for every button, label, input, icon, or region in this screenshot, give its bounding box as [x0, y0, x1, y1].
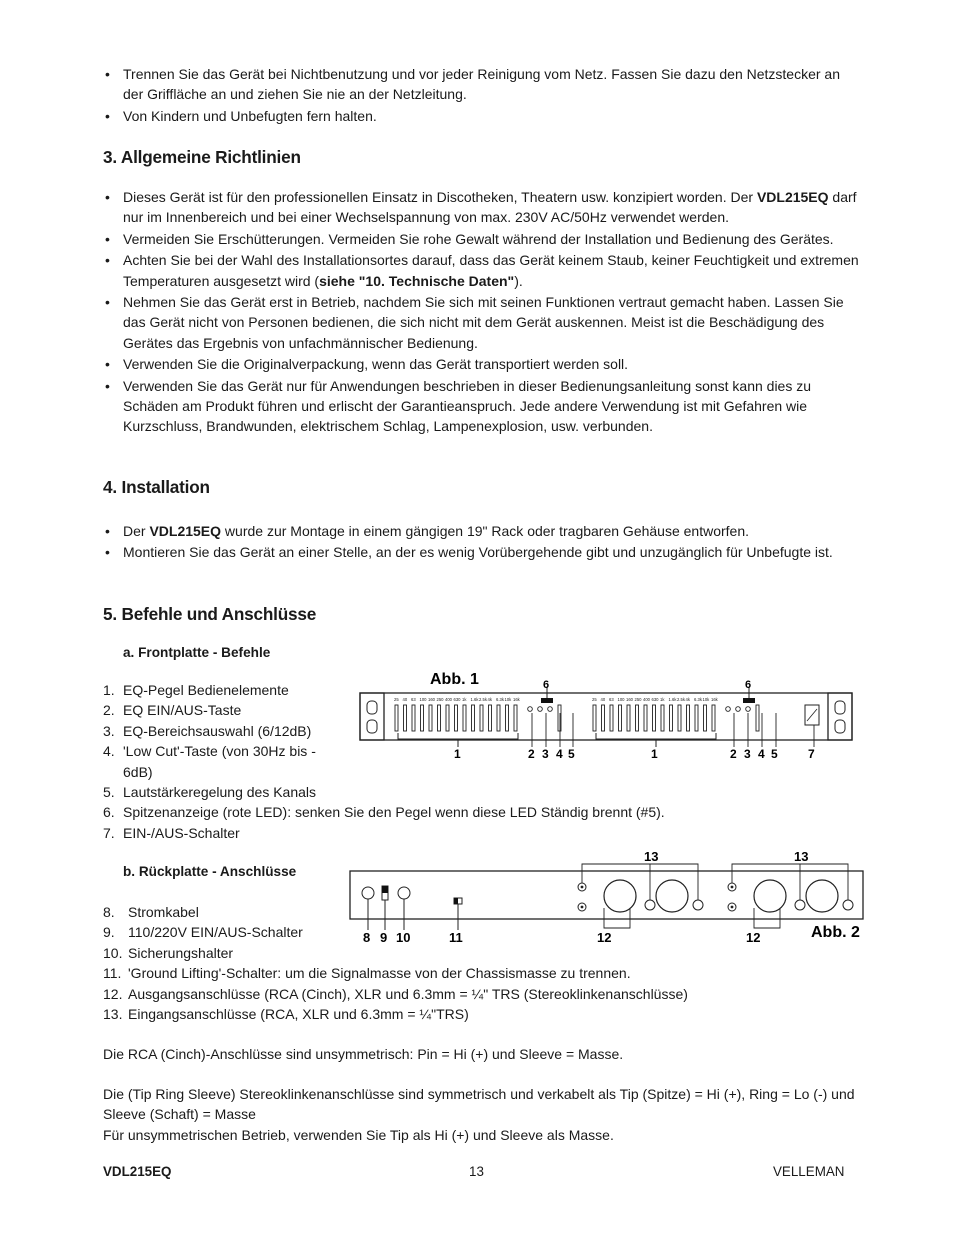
bracket-line	[398, 733, 518, 739]
callout-number: 4	[556, 747, 563, 761]
callout-number: 12	[597, 930, 612, 945]
frequency-label: 400	[445, 697, 452, 702]
callout-number: 11	[449, 930, 463, 945]
list-item: 9. 110/220V EIN/AUS-Schalter	[103, 924, 303, 941]
frequency-label: 630	[651, 697, 659, 702]
trs-jack-icon	[693, 900, 703, 910]
list-item: 10. Sicherungshalter	[103, 944, 234, 961]
eq-slider-icon	[395, 705, 398, 731]
callout-number: 4	[758, 747, 765, 761]
frequency-label: 250	[436, 697, 444, 702]
frequency-label: 2.5k	[677, 697, 685, 702]
trs-jack-icon	[645, 900, 655, 910]
rca-jack-detail	[731, 886, 734, 889]
frequency-label: 6.3k	[694, 697, 702, 702]
trs-jack-icon	[795, 900, 805, 910]
frequency-label: 16k	[711, 697, 718, 702]
eq-slider-icon	[412, 705, 415, 731]
eq-slider-icon	[514, 705, 517, 731]
frequency-label: 1k	[462, 697, 467, 702]
button-icon	[746, 707, 751, 712]
callout-number: 6	[745, 679, 752, 691]
list-item: 11. 'Ground Lifting'-Schalter: um die Signalmasse von der Chassismasse zu trennen.	[103, 965, 631, 982]
callout-number: 3	[744, 747, 751, 761]
frequency-label: 25	[394, 697, 399, 702]
subsection-title: b. Rückplatte - Anschlüsse	[123, 864, 297, 879]
bullet-item: • Vermeiden Sie Erschütterungen. Vermeiden Sie rohe Gewalt während der Installation und Bedienung des Gerätes.	[103, 229, 863, 249]
list-item: 3. EQ-Bereichsauswahl (6/12dB)	[103, 722, 312, 739]
figure-caption: Abb. 2	[811, 924, 860, 941]
list-item: 7. EIN-/AUS-Schalter	[103, 824, 240, 841]
eq-slider-icon	[636, 705, 639, 731]
callout-number: 7	[808, 747, 815, 761]
callout-number: 1	[454, 747, 461, 761]
rack-hole	[835, 701, 845, 714]
rca-jack-detail	[581, 906, 584, 909]
frequency-label: 4k	[487, 697, 492, 702]
bullet-item: • Montieren Sie das Gerät an einer Stelle, an der es wenig Vorübergehende gibt und unzugänglich für Unbefugte ist.	[103, 542, 843, 562]
eq-slider-icon	[497, 705, 500, 731]
frequency-label: 16k	[513, 697, 520, 702]
button-icon	[538, 707, 543, 712]
callout-number: 6	[543, 679, 550, 691]
eq-slider-icon	[687, 705, 690, 731]
safety-bullets	[103, 64, 858, 127]
eq-slider-icon	[678, 705, 681, 731]
xlr-connector-icon	[604, 880, 636, 912]
frequency-label: 250	[634, 697, 642, 702]
bracket-line	[596, 733, 716, 739]
rca-jack-detail	[731, 906, 734, 909]
frequency-label: 63	[411, 697, 416, 702]
paragraph: Für unsymmetrischen Betrieb, verwenden Sie Tip als Hi (+) und Sleeve als Masse.	[103, 1127, 614, 1143]
frequency-label: 40	[600, 697, 606, 702]
eq-slider-icon	[438, 705, 441, 731]
paragraph: Die (Tip Ring Sleeve) Stereoklinkenanschlüsse sind symmetrisch und verkabelt als Tip (Spitze) = Hi (+), Ring = Lo (-) und Sleeve (Schaft) = Masse	[103, 1086, 855, 1123]
guideline-bullets	[103, 187, 863, 438]
paragraph: Die RCA (Cinch)-Anschlüsse sind unsymmetrisch: Pin = Hi (+) und Sleeve = Masse.	[103, 1046, 624, 1062]
button-icon	[528, 707, 533, 712]
eq-slider-icon	[463, 705, 466, 731]
xlr-connector-icon	[656, 880, 688, 912]
frequency-label: 400	[643, 697, 650, 702]
frequency-label: 160	[428, 697, 435, 702]
eq-slider-icon	[404, 705, 407, 731]
xlr-connector-icon	[806, 880, 838, 912]
rack-hole	[367, 720, 377, 733]
frequency-label: 40	[402, 697, 408, 702]
list-item: 4. 'Low Cut'-Taste (von 30Hz bis - 6dB)	[103, 743, 316, 780]
xlr-connector-icon	[754, 880, 786, 912]
eq-slider-icon	[489, 705, 492, 731]
front-panel-figure	[355, 665, 865, 767]
eq-slider-icon	[455, 705, 458, 731]
volume-slider-icon	[756, 705, 759, 731]
eq-slider-icon	[695, 705, 698, 731]
bullet-item: • Trennen Sie das Gerät bei Nichtbenutzung und vor jeder Reinigung vom Netz. Fassen Sie dazu den Netzstecker an der Griffläche an und ziehen Sie nie an der Netzleitung.	[103, 64, 858, 105]
bullet-item: • Der VDL215EQ wurde zur Montage in einem gängigen 19" Rack oder tragbaren Gehäuse entworfen.	[103, 521, 843, 541]
frequency-label: 1.6k	[668, 697, 677, 702]
list-item: 6. Spitzenanzeige (rote LED): senken Sie den Pegel wenn diese LED Ständig brennt (#5).	[103, 804, 665, 821]
eq-slider-icon	[421, 705, 424, 731]
list-item: 1. EQ-Pegel Bedienelemente	[103, 682, 289, 698]
frequency-label: 6.3k	[496, 697, 504, 702]
button-icon	[726, 707, 731, 712]
eq-slider-icon	[506, 705, 509, 731]
section-title: 5. Befehle und Anschlüsse	[103, 604, 317, 624]
callout-number: 12	[746, 930, 761, 945]
eq-slider-icon	[627, 705, 630, 731]
list-item: 13. Eingangsanschlüsse (RCA, XLR und 6.3mm = ¼"TRS)	[103, 1006, 469, 1023]
eq-slider-icon	[653, 705, 656, 731]
frequency-label: 10k	[504, 697, 512, 702]
fuse-holder-icon	[398, 887, 410, 899]
callout-number: 13	[644, 849, 659, 864]
section-title: 3. Allgemeine Richtlinien	[103, 147, 301, 167]
eq-slider-icon	[593, 705, 596, 731]
trs-jack-icon	[843, 900, 853, 910]
rack-hole	[367, 701, 377, 714]
eq-slider-icon	[704, 705, 707, 731]
frequency-label: 4k	[685, 697, 690, 702]
frequency-label: 1k	[660, 697, 665, 702]
frequency-label: 25	[592, 697, 597, 702]
frequency-label: 100	[419, 697, 427, 702]
figure-caption: Abb. 1	[430, 671, 479, 688]
callout-number: 3	[542, 747, 549, 761]
footer-brand: VELLEMAN	[773, 1164, 845, 1179]
ground-lift-switch-detail	[454, 898, 458, 904]
eq-slider-icon	[480, 705, 483, 731]
button-icon	[736, 707, 741, 712]
installation-bullets	[103, 521, 843, 564]
eq-slider-icon	[429, 705, 432, 731]
callout-number: 2	[528, 747, 535, 761]
frequency-label: 2.5k	[479, 697, 487, 702]
volume-slider-icon	[558, 705, 561, 731]
frequency-label: 160	[626, 697, 633, 702]
section-title: 4. Installation	[103, 477, 210, 497]
bullet-item: • Verwenden Sie die Originalverpackung, wenn das Gerät transportiert werden soll.	[103, 354, 863, 374]
frequency-label: 100	[617, 697, 625, 702]
rack-hole	[835, 720, 845, 733]
eq-slider-icon	[472, 705, 475, 731]
frequency-label: 630	[453, 697, 461, 702]
frequency-label: 63	[609, 697, 614, 702]
eq-slider-icon	[644, 705, 647, 731]
eq-slider-icon	[661, 705, 664, 731]
frequency-label: 10k	[702, 697, 710, 702]
eq-slider-icon	[602, 705, 605, 731]
callout-number: 9	[380, 930, 388, 945]
callout-number: 2	[730, 747, 737, 761]
callout-number: 13	[794, 849, 809, 864]
eq-slider-icon	[670, 705, 673, 731]
power-cable-icon	[362, 887, 374, 899]
list-item: 12. Ausgangsanschlüsse (RCA (Cinch), XLR und 6.3mm = ¼" TRS (Stereoklinkenanschlüsse)	[103, 985, 688, 1002]
footer-page-number: 13	[469, 1164, 484, 1179]
footer-model: VDL215EQ	[103, 1164, 172, 1179]
eq-slider-icon	[712, 705, 715, 731]
callout-number: 10	[396, 930, 411, 945]
list-item: 5. Lautstärkeregelung des Kanals	[103, 784, 317, 801]
callout-number: 5	[568, 747, 575, 761]
callout-number: 8	[363, 930, 371, 945]
list-item: 8. Stromkabel	[103, 904, 199, 920]
peak-led-icon	[743, 698, 755, 703]
bullet-item: • Dieses Gerät ist für den professionellen Einsatz in Discotheken, Theatern usw. konzipiert worden. Der VDL215EQ darf nur im Innenbereich und bei einer Wechselspannung von max. 230V AC/50Hz verwendet werden.	[103, 187, 863, 228]
peak-led-icon	[541, 698, 553, 703]
callout-number: 1	[651, 747, 658, 761]
bullet-item: • Nehmen Sie das Gerät erst in Betrieb, nachdem Sie sich mit seinen Funktionen vertraut gemacht haben. Lassen Sie das Gerät nicht von Personen bedienen, die sich nicht mit dem Gerät auskennen. Meist ist die Beschädigung des Gerätes das Ergebnis von unfachmännischer Bedienung.	[103, 292, 863, 353]
list-item: 2. EQ EIN/AUS-Taste	[103, 702, 242, 719]
rca-jack-detail	[581, 886, 584, 889]
bullet-item: • Von Kindern und Unbefugten fern halten.	[103, 106, 858, 126]
button-icon	[548, 707, 553, 712]
eq-slider-icon	[446, 705, 449, 731]
bullet-item: • Achten Sie bei der Wahl des Installationsortes darauf, dass das Gerät keinem Staub, keiner Feuchtigkeit und extremen Temperaturen ausgesetzt wird (siehe "10. Technische Daten").	[103, 250, 863, 291]
voltage-switch-detail	[382, 886, 388, 893]
subsection-title: a. Frontplatte - Befehle	[123, 645, 271, 660]
bullet-item: • Verwenden Sie das Gerät nur für Anwendungen beschrieben in dieser Bedienungsanleitung sonst kann dies zu Schäden am Produkt führen und erlischt der Garantieanspruch. Jede andere Verwendung ist mit Gefahren wie Kurzschluss, Brandwunden, elektrischem Schlag, Lampenexplosion, usw. verbunden.	[103, 376, 863, 437]
rear-panel-figure	[345, 846, 870, 948]
eq-slider-icon	[619, 705, 622, 731]
eq-slider-icon	[610, 705, 613, 731]
callout-number: 5	[771, 747, 778, 761]
frequency-label: 1.6k	[470, 697, 479, 702]
